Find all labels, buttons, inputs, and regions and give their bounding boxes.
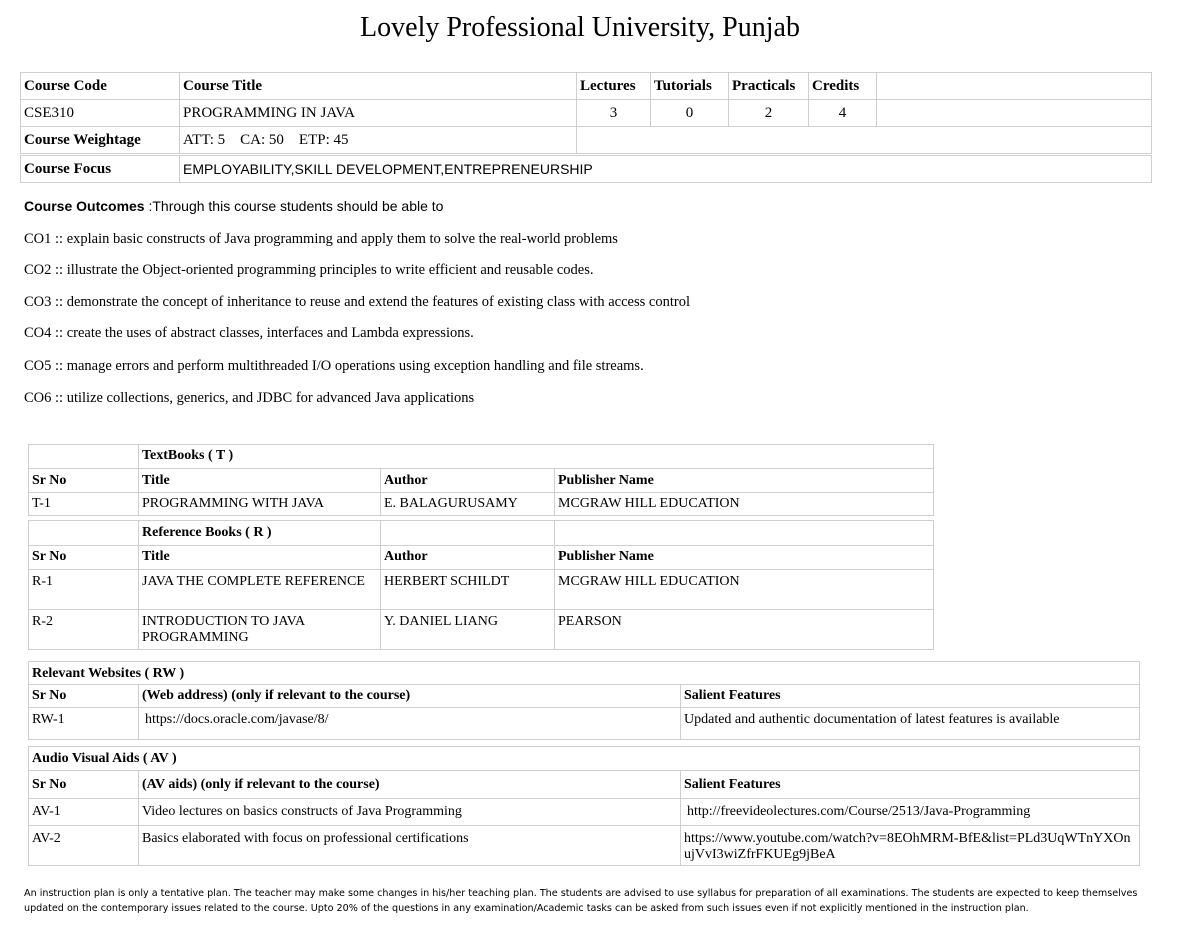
course-outcome-item: CO3 :: demonstrate the concept of inheritance to reuse and extend the features of existing class with access control: [24, 294, 690, 310]
web-address-link[interactable]: https://docs.oracle.com/javase/8/: [139, 708, 681, 740]
course-title-value: PROGRAMMING IN JAVA: [180, 100, 577, 127]
author-cell: E. BALAGURUSAMY: [381, 493, 555, 516]
course-outcome-item: CO1 :: explain basic constructs of Java programming and apply them to solve the real-world problems: [24, 231, 618, 247]
sr-no-header: Sr No: [29, 546, 139, 570]
empty-cell: [29, 521, 139, 546]
textbooks-title-row: [29, 445, 934, 469]
author-cell: Y. DANIEL LIANG: [381, 610, 555, 650]
sr-no-cell: AV-2: [29, 826, 139, 866]
course-title-header: Course Title: [180, 73, 577, 100]
av-header-row: [29, 771, 1140, 799]
course-focus-label: Course Focus: [21, 156, 180, 183]
table-row: [29, 570, 934, 610]
empty-cell: [29, 445, 139, 469]
sr-no-header: Sr No: [29, 685, 139, 708]
relevant-websites-table: [28, 661, 1140, 740]
av-link[interactable]: https://www.youtube.com/watch?v=8EOhMRM-BfE&list=PLd3UqWTnYXOnujVvI3wiZfrFKUEg9jBeA: [681, 826, 1140, 866]
practicals-header: Practicals: [729, 73, 809, 100]
audio-visual-aids-table: [28, 746, 1140, 866]
publisher-header: Publisher Name: [555, 469, 934, 493]
salient-features-cell: Updated and authentic documentation of latest features is available: [681, 708, 1140, 740]
av-section-title: Audio Visual Aids ( AV ): [29, 747, 1140, 771]
course-outcomes-heading: [24, 198, 443, 214]
table-row: [29, 610, 934, 650]
author-header: Author: [381, 469, 555, 493]
author-cell: HERBERT SCHILDT: [381, 570, 555, 610]
lectures-value: 3: [577, 100, 651, 127]
course-values-row: [21, 100, 1152, 127]
empty-cell: [577, 127, 1152, 154]
course-focus-table: [20, 155, 1152, 183]
sr-no-header: Sr No: [29, 469, 139, 493]
av-title-row: [29, 747, 1140, 771]
av-aid-cell: Video lectures on basics constructs of Java Programming: [139, 799, 681, 826]
av-aid-cell: Basics elaborated with focus on professional certifications: [139, 826, 681, 866]
sr-no-cell: AV-1: [29, 799, 139, 826]
publisher-cell: MCGRAW HILL EDUCATION: [555, 570, 934, 610]
av-link[interactable]: http://freevideolectures.com/Course/2513/Java-Programming: [681, 799, 1140, 826]
title-cell: PROGRAMMING WITH JAVA: [139, 493, 381, 516]
title-cell: JAVA THE COMPLETE REFERENCE: [139, 570, 381, 610]
salient-features-header: Salient Features: [681, 685, 1140, 708]
course-code-header: Course Code: [21, 73, 180, 100]
practicals-value: 2: [729, 100, 809, 127]
tutorials-value: 0: [651, 100, 729, 127]
textbooks-table: [28, 444, 934, 516]
tutorials-header: Tutorials: [651, 73, 729, 100]
course-weightage-value: ATT: 5 CA: 50 ETP: 45: [180, 127, 577, 154]
sr-no-cell: T-1: [29, 493, 139, 516]
course-outcome-item: CO6 :: utilize collections, generics, and JDBC for advanced Java applications: [24, 390, 475, 406]
reference-books-title-row: [29, 521, 934, 546]
av-aids-header: (AV aids) (only if relevant to the course): [139, 771, 681, 799]
course-info-table: [20, 72, 1152, 154]
reference-books-section-title: Reference Books ( R ): [139, 521, 381, 546]
sr-no-cell: R-1: [29, 570, 139, 610]
web-address-header: (Web address) (only if relevant to the course): [139, 685, 681, 708]
course-weightage-row: [21, 127, 1152, 154]
table-row: [29, 708, 1140, 740]
lectures-header: Lectures: [577, 73, 651, 100]
credits-value: 4: [809, 100, 877, 127]
credits-header: Credits: [809, 73, 877, 100]
course-outcome-item: CO2 :: illustrate the Object-oriented programming principles to write efficient and reusable codes.: [24, 262, 594, 278]
course-outcomes-intro: :Through this course students should be able to: [144, 198, 444, 214]
reference-books-table: [28, 520, 934, 650]
course-focus-row: [21, 156, 1152, 183]
course-outcome-item: CO4 :: create the uses of abstract classes, interfaces and Lambda expressions.: [24, 325, 474, 341]
course-outcome-item: CO5 :: manage errors and perform multithreaded I/O operations using exception handling and file streams.: [24, 358, 644, 374]
textbooks-section-title: TextBooks ( T ): [139, 445, 934, 469]
publisher-header: Publisher Name: [555, 546, 934, 570]
empty-cell: [877, 73, 1152, 100]
textbooks-header-row: [29, 469, 934, 493]
footer-note: An instruction plan is only a tentative plan. The teacher may make some changes in his/her teaching plan. The students are advised to use syllabus for preparation of all examinations. The students are expected to keep themselves updated on the contemporary issues related to the course. Upto 20% of the questions in any examination/Academic tasks can be asked from such issues even if not explicitly mentioned in the instruction plan.: [24, 888, 1138, 914]
course-outcomes-title: Course Outcomes: [24, 198, 145, 214]
sr-no-cell: RW-1: [29, 708, 139, 740]
course-code-value: CSE310: [21, 100, 180, 127]
websites-header-row: [29, 685, 1140, 708]
websites-section-title: Relevant Websites ( RW ): [29, 662, 1140, 685]
table-row: [29, 493, 934, 516]
course-header-row: [21, 73, 1152, 100]
publisher-cell: MCGRAW HILL EDUCATION: [555, 493, 934, 516]
page-title: Lovely Professional University, Punjab: [360, 12, 800, 43]
websites-title-row: [29, 662, 1140, 685]
empty-cell: [381, 521, 555, 546]
reference-books-header-row: [29, 546, 934, 570]
title-header: Title: [139, 546, 381, 570]
course-focus-value: EMPLOYABILITY,SKILL DEVELOPMENT,ENTREPRENEURSHIP: [180, 156, 1152, 183]
sr-no-cell: R-2: [29, 610, 139, 650]
title-header: Title: [139, 469, 381, 493]
table-row: [29, 799, 1140, 826]
author-header: Author: [381, 546, 555, 570]
table-row: [29, 826, 1140, 866]
course-weightage-label: Course Weightage: [21, 127, 180, 154]
salient-features-header: Salient Features: [681, 771, 1140, 799]
publisher-cell: PEARSON: [555, 610, 934, 650]
sr-no-header: Sr No: [29, 771, 139, 799]
empty-cell: [555, 521, 934, 546]
title-cell: INTRODUCTION TO JAVA PROGRAMMING: [139, 610, 381, 650]
empty-cell: [877, 100, 1152, 127]
